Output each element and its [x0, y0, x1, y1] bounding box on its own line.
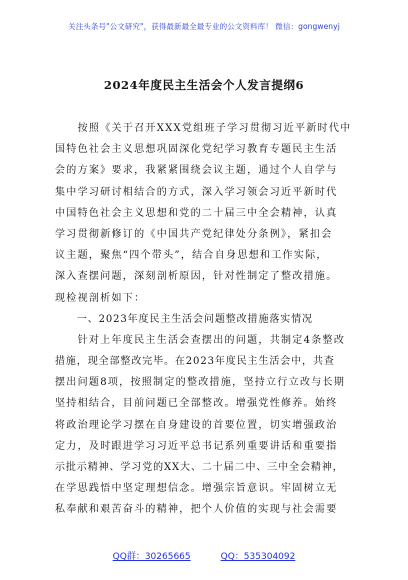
- body-line: 摆出问题8项，按照制定的整改措施，坚持立行立改与长期: [55, 377, 346, 389]
- body-line: 现检视剖析如下：: [55, 292, 146, 304]
- qq-contact-link[interactable]: QQ：535304092: [220, 552, 296, 562]
- body-line: 私奉献和艰苦奋斗的精神，把个人价值的实现与社会需要: [55, 504, 338, 516]
- body-line: 按照《关于召开XXX党组班子学习贯彻习近平新时代中: [55, 123, 352, 134]
- body-line: 会的方案》要求，我紧紧围绕会议主题，通过个人自学与: [55, 165, 338, 177]
- section-heading: 一、2023年度民主生活会问题整改措施落实情况: [55, 313, 313, 325]
- body-line: 学习贯彻新修订的《中国共产党纪律处分条例》，紧扣会: [55, 228, 333, 240]
- body-line: 国特色社会主义思想巩固深化党纪学习教育专题民主生活: [55, 144, 338, 156]
- footer-contacts: [0, 549, 408, 562]
- body-line: 在学思践悟中坚定理想信念。增强宗旨意识。牢固树立无: [55, 483, 338, 495]
- header-banner: 关注头条号"公文研究"，获得最新最全最专业的公文资料库！ 微信：gongwenyj: [68, 22, 340, 31]
- qq-group-link[interactable]: QQ群：30265665: [112, 552, 191, 562]
- body-line: 集中学习研讨相结合的方式，深入学习领会习近平新时代: [55, 186, 338, 198]
- body-line: 措施，现全部整改完毕。在2023年度民主生活会中，共查: [55, 356, 335, 368]
- body-line: 议主题，聚焦“四个带头”，结合自身思想和工作实际，: [55, 250, 328, 262]
- body-line: 坚持相结合，目前问题已全部整改。增强党性修养。始终: [55, 398, 338, 410]
- body-line: 深入查摆问题，深刻剖析原因，针对性制定了整改措施。: [55, 271, 338, 283]
- body-line: 定力，及时跟进学习习近平总书记系列重要讲话和重要指: [55, 440, 338, 452]
- body-line: 示批示精神、学习党的XX大、二十届二中、三中全会精神，: [55, 462, 344, 473]
- body-line: 将政治理论学习摆在自身建设的首要位置，切实增强政治: [55, 419, 338, 431]
- document-title: 2024年度民主生活会个人发言提纲6: [103, 78, 305, 92]
- document-body: [55, 118, 359, 521]
- body-line: 中国特色社会主义思想和党的二十届三中全会精神，认真: [55, 207, 338, 219]
- body-line: 针对上年度民主生活会查摆出的问题，共制定4条整改: [55, 334, 346, 346]
